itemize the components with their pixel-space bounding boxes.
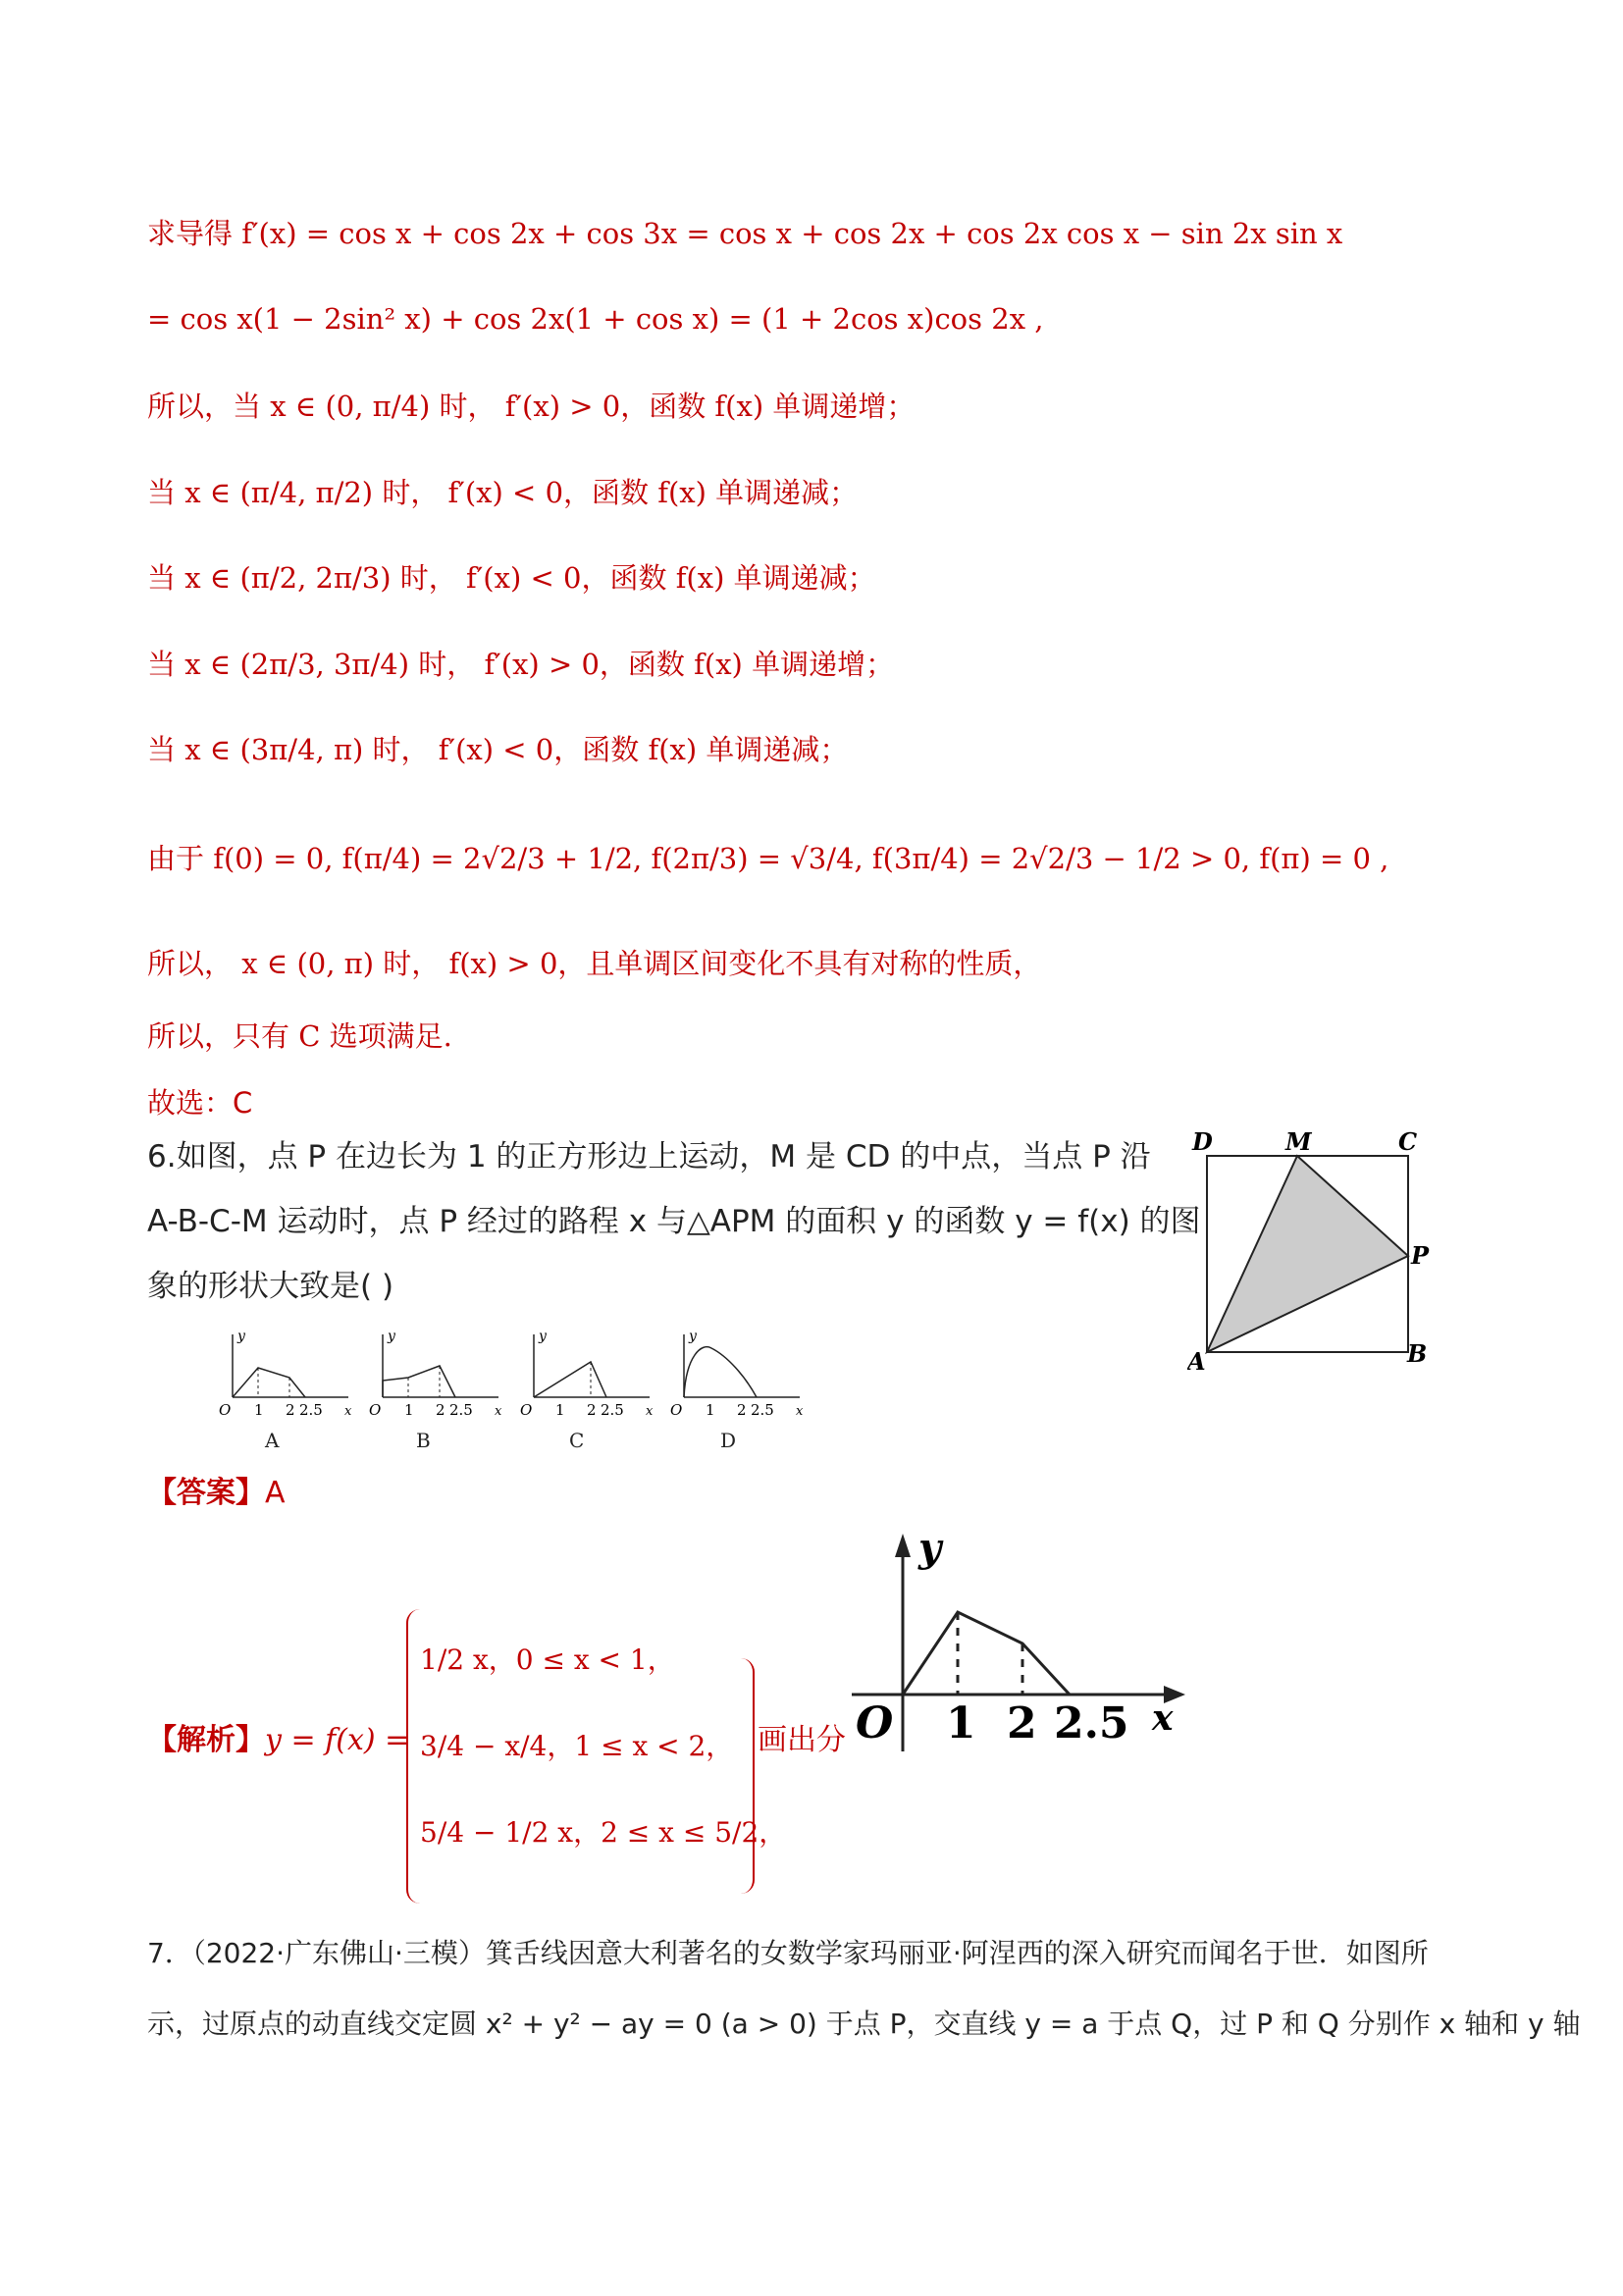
interval-line-1: 所以，当 x ∈ (0, π/4) 时， f′(x) > 0，函数 f(x) 单调递增； [147, 390, 916, 423]
piece-1: 1/2 x，0 ≤ x < 1， [420, 1644, 675, 1676]
question-6-line-3: 象的形状大致是( ) [147, 1269, 394, 1304]
option-graph-b [361, 1327, 503, 1425]
svg-text:O: O [369, 1401, 382, 1419]
analysis-tail: 画出分 [758, 1723, 846, 1757]
svg-text:2.5: 2.5 [1054, 1698, 1129, 1748]
interval-line-3: 当 x ∈ (π/2, 2π/3) 时， f′(x) < 0，函数 f(x) 单调递减； [147, 561, 876, 595]
values-line: 由于 f(0) = 0, f(π/4) = 2√2/3 + 1/2, f(2π/3) = √3/4, f(3π/4) = 2√2/3 − 1/2 > 0, f(π) = 0 , [147, 842, 1389, 875]
svg-text:x: x [796, 1404, 804, 1419]
answer-graph [852, 1526, 1195, 1771]
svg-text:y: y [539, 1329, 547, 1344]
derivative-line-1: 求导得 f′(x) = cos x + cos 2x + cos 3x = cos x + cos 2x + cos 2x cos x − sin 2x sin x [147, 217, 1343, 250]
svg-text:2.5: 2.5 [601, 1401, 624, 1419]
option-c-label: C [569, 1429, 585, 1452]
answer-choice: 故选：C [147, 1086, 253, 1120]
interval-line-4: 当 x ∈ (2π/3, 3π/4) 时， f′(x) > 0，函数 f(x) 单调递增； [147, 648, 895, 681]
question-7-line-2: 示，过原点的动直线交定圆 x² + y² − ay = 0 (a > 0) 于点 P，交直线 y = a 于点 Q，过 P 和 Q 分别作 x 轴和 y 轴 [147, 2008, 1581, 2040]
svg-text:O: O [520, 1401, 533, 1419]
triangle-apm [1207, 1156, 1408, 1352]
svg-text:1: 1 [946, 1698, 976, 1748]
svg-text:y: y [918, 1526, 942, 1571]
analysis-tag: 【解析】 [147, 1723, 265, 1757]
answer-line [147, 1474, 286, 1513]
answer-tag: 【答案】 [147, 1476, 265, 1510]
svg-text:1: 1 [254, 1401, 264, 1419]
svg-text:2: 2 [286, 1401, 295, 1419]
square-figure [1187, 1126, 1442, 1382]
svg-text:1: 1 [404, 1401, 414, 1419]
svg-text:2.5: 2.5 [299, 1401, 323, 1419]
svg-text:x: x [495, 1404, 502, 1419]
interval-line-5: 当 x ∈ (3π/4, π) 时， f′(x) < 0，函数 f(x) 单调递减； [147, 733, 849, 766]
svg-text:2: 2 [737, 1401, 747, 1419]
svg-text:2.5: 2.5 [751, 1401, 774, 1419]
svg-text:2: 2 [436, 1401, 445, 1419]
option-d-label: D [720, 1429, 737, 1452]
svg-text:y: y [388, 1329, 395, 1344]
svg-text:O: O [670, 1401, 683, 1419]
svg-text:1: 1 [706, 1401, 715, 1419]
label-b: B [1407, 1339, 1428, 1368]
answer-value: A [265, 1476, 286, 1510]
conclusion-line-2: 所以，只有 C 选项满足. [147, 1019, 452, 1053]
analysis-label [147, 1721, 409, 1760]
question-7-line-1: 7．（2022·广东佛山·三模）箕舌线因意大利著名的女数学家玛丽亚·阿涅西的深入研究而闻名于世．如图所 [147, 1937, 1429, 1969]
svg-text:2.5: 2.5 [449, 1401, 473, 1419]
option-graph-c [512, 1327, 654, 1425]
svg-text:O: O [219, 1401, 232, 1419]
svg-text:O: O [856, 1698, 894, 1748]
svg-text:2: 2 [1007, 1698, 1037, 1748]
question-6-line-2: A-B-C-M 运动时，点 P 经过的路程 x 与△APM 的面积 y 的函数 y = f(x) 的图 [147, 1204, 1201, 1239]
piece-3: 5/4 − 1/2 x，2 ≤ x ≤ 5/2， [420, 1816, 787, 1849]
option-graph-d [662, 1327, 805, 1425]
svg-text:2: 2 [587, 1401, 597, 1419]
svg-text:y: y [689, 1329, 697, 1344]
svg-text:x: x [344, 1404, 352, 1419]
label-p: P [1411, 1241, 1430, 1270]
question-6-line-1: 6.如图，点 P 在边长为 1 的正方形边上运动，M 是 CD 的中点，当点 P 沿 [147, 1139, 1151, 1174]
option-a-label: A [265, 1429, 280, 1452]
label-m: M [1285, 1127, 1312, 1156]
analysis-fx: y = f(x) = [265, 1723, 410, 1757]
label-a: A [1187, 1347, 1206, 1376]
label-c: C [1398, 1127, 1418, 1156]
svg-text:x: x [646, 1404, 654, 1419]
interval-line-2: 当 x ∈ (π/4, π/2) 时， f′(x) < 0，函数 f(x) 单调递减； [147, 476, 859, 509]
svg-text:x: x [1152, 1697, 1174, 1739]
conclusion-line-1: 所以， x ∈ (0, π) 时， f(x) > 0，且单调区间变化不具有对称的性质， [147, 947, 1042, 980]
piece-2: 3/4 − x/4，1 ≤ x < 2， [420, 1730, 734, 1762]
option-graph-a [211, 1327, 353, 1425]
svg-text:1: 1 [555, 1401, 565, 1419]
svg-text:y: y [237, 1329, 245, 1344]
label-d: D [1192, 1127, 1213, 1156]
piecewise-brace-right [741, 1658, 755, 1894]
derivative-line-2: = cos x(1 − 2sin² x) + cos 2x(1 + cos x) = (1 + 2cos x)cos 2x , [147, 302, 1044, 336]
option-b-label: B [416, 1429, 431, 1452]
